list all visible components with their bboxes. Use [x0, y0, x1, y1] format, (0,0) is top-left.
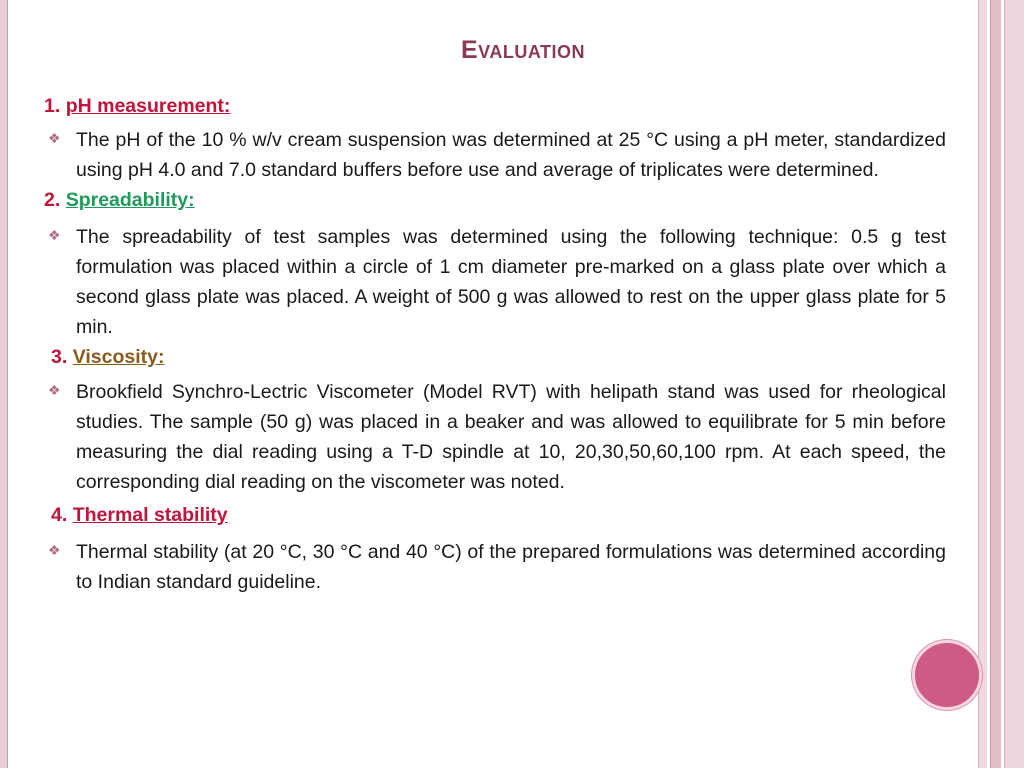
- diamond-bullet-icon: ❖: [48, 542, 61, 558]
- slide-title: Evaluation: [461, 36, 585, 64]
- right-stripe-decoration: [1004, 0, 1024, 768]
- decorative-circle: [912, 640, 982, 710]
- diamond-bullet-icon: ❖: [48, 382, 61, 398]
- slide-content: [44, 93, 946, 597]
- section-heading-spreadability: [44, 187, 946, 213]
- bullet-text: Thermal stability (at 20 °C, 30 °C and 40 °C) of the prepared formulations was determined according to Indian standard guideline.: [76, 541, 946, 593]
- section-label: Spreadability:: [65, 189, 195, 211]
- section-label: Thermal stability: [72, 504, 228, 526]
- left-border-decoration: [0, 0, 8, 768]
- bullet-item: [44, 125, 946, 185]
- section-heading-viscosity: [44, 344, 946, 370]
- section-number: 1.: [44, 95, 61, 117]
- section-number: 3.: [51, 346, 68, 368]
- bullet-text: The spreadability of test samples was determined using the following technique: 0.5 g test formulation was placed within a circle of 1 cm diameter pre-marked on a glass plate over which a second glass plate was placed. A weight of 500 g was allowed to rest on the upper glass plate for 5 min.: [76, 226, 946, 338]
- diamond-bullet-icon: ❖: [48, 130, 61, 146]
- bullet-text: The pH of the 10 % w/v cream suspension was determined at 25 °C using a pH meter, standardized using pH 4.0 and 7.0 standard buffers before use and average of triplicates were determined.: [76, 129, 946, 181]
- right-stripe-decoration: [990, 0, 1001, 768]
- bullet-item: [44, 537, 946, 597]
- section-number: 4.: [51, 504, 68, 526]
- bullet-text: Brookfield Synchro-Lectric Viscometer (Model RVT) with helipath stand was used for rheological studies. The sample (50 g) was placed in a beaker and was allowed to equilibrate for 5 min before measuring the dial reading using a T-D spindle at 10, 20,30,50,60,100 rpm. At each speed, the corresponding dial reading on the viscometer was noted.: [76, 381, 946, 493]
- section-heading-ph: [44, 93, 946, 119]
- section-number: 2.: [44, 189, 61, 211]
- diamond-bullet-icon: ❖: [48, 227, 61, 243]
- section-heading-thermal-stability: [44, 502, 946, 528]
- bullet-item: [44, 222, 946, 342]
- section-label: Viscosity:: [72, 346, 165, 368]
- section-label: pH measurement:: [65, 95, 231, 117]
- bullet-item: [44, 377, 946, 497]
- right-stripe-decoration: [978, 0, 987, 768]
